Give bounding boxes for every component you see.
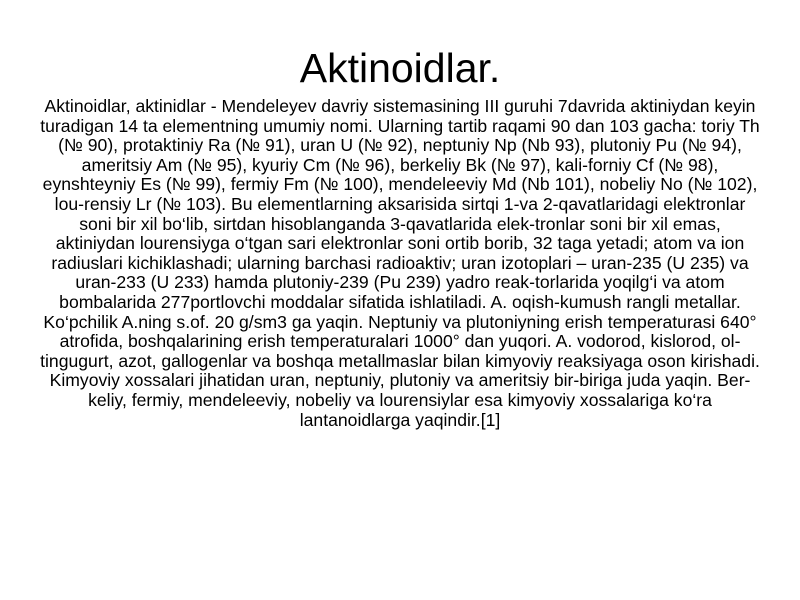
slide-body-text: Aktinoidlar, aktinidlar - Mendeleyev davriy sistemasining III guruhi 7davrida aktiniydan keyin turadigan 14 ta elementning umumiy nomi. Ularning tartib raqami 90 dan 103 gacha: toriy Th (№ 90), protaktiniy Ra (№ 91), uran U (№ 92), neptuniy Np (Nb 93), plutoniy Pu (№ 94), ameritsiy Am (№ 95), kyuriy Cm (№ 96), berkeliy Bk (№ 97), kali-forniy Cf (№ 98), eynshteyniy Es (№ 99), fermiy Fm (№ 100), mendeleeviy Md (Nb 101), nobeliy No (№ 102), lou-rensiy Lr (№ 103). Bu elementlarning aksarisida sirtqi 1-va 2-qavatlaridagi elektronlar soni bir xil bo‘lib, sirtdan hisoblanganda 3-qavatlarida elek-tronlar soni bir xil emas, aktiniydan lourensiyga o‘tgan sari elektronlar soni ortib borib, 32 taga yetadi; atom va ion radiuslari kichiklashadi; ularning barchasi radioaktiv; uran izotoplari – uran-235 (U 235) va uran-233 (U 233) hamda plutoniy-239 (Pu 239) yadro reak-torlarida yoqilg‘i va atom bombalarida 277portlovchi moddalar sifatida ishlatiladi. A. oqish-kumush rangli metallar. Ko‘pchilik A.ning s.of. 20 g/sm3 ga yaqin. Neptuniy va plutoniyning erish temperaturasi 640° atrofida, boshqalarining erish temperaturalari 1000° dan yuqori. A. vodorod, kislorod, ol-tingugurt, azot, gallogenlar va boshqa metallmaslar bilan kimyoviy reaksiyaga oson kirishadi. Kimyoviy xossalari jihatidan uran, neptuniy, plutoniy va ameritsiy bir-biriga juda yaqin. Ber-keliy, fermiy, mendeleeviy, nobeliy va lourensiylar esa kimyoviy xossalariga ko‘ra lantanoidlarga yaqindir.[1] xyxy=(40,96,760,430)
slide-title: Aktinoidlar. xyxy=(299,45,501,91)
